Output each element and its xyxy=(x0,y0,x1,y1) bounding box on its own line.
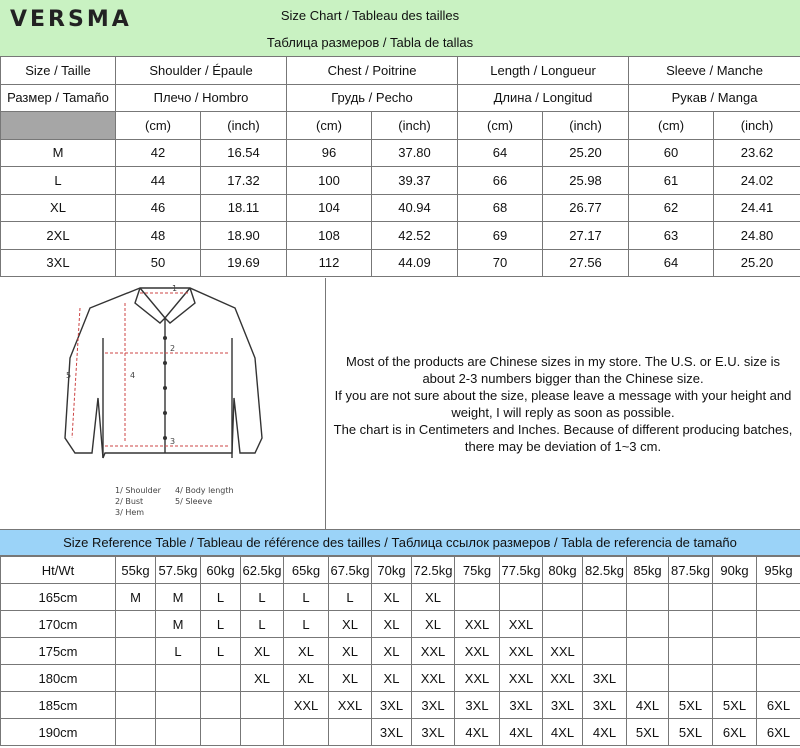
value-cell: 37.80 xyxy=(372,139,458,167)
size-cell xyxy=(284,719,329,746)
size-cell: 4XL xyxy=(583,719,627,746)
size-cell xyxy=(713,584,757,611)
size-cell xyxy=(669,638,713,665)
unit-blank xyxy=(1,112,116,140)
weight-header: 72.5kg xyxy=(412,557,455,584)
diagram-number-4: 4 xyxy=(130,371,136,380)
measure-header: Shoulder / Épaule xyxy=(116,57,287,85)
value-cell: 64 xyxy=(458,139,543,167)
value-cell: 24.80 xyxy=(714,222,800,250)
size-cell: XXL xyxy=(455,638,500,665)
weight-header: 55kg xyxy=(116,557,156,584)
size-cell xyxy=(116,638,156,665)
note-line: If you are not sure about the size, please leave a message with your height and xyxy=(334,387,792,403)
value-cell: 50 xyxy=(116,249,201,277)
size-cell: M xyxy=(156,584,201,611)
value-cell: 25.20 xyxy=(543,139,629,167)
size-cell xyxy=(713,611,757,638)
size-cell xyxy=(669,665,713,692)
size-cell: L xyxy=(201,584,241,611)
unit-cm: (cm) xyxy=(116,112,201,140)
size-chart-table xyxy=(0,56,800,277)
size-cell: L xyxy=(241,611,284,638)
size-cell: 3XL xyxy=(455,692,500,719)
size-cell xyxy=(583,638,627,665)
size-cell: XXL xyxy=(500,665,543,692)
size-cell xyxy=(329,719,372,746)
table-row xyxy=(1,611,800,638)
size-reference-table xyxy=(0,556,800,746)
shirt-diagram xyxy=(0,278,326,529)
size-cell: XL xyxy=(284,665,329,692)
size-cell xyxy=(669,611,713,638)
size-cell: XL xyxy=(372,584,412,611)
note-line: Most of the products are Chinese sizes in my store. The U.S. or E.U. size is xyxy=(346,353,780,369)
table-row xyxy=(1,194,800,222)
table-row xyxy=(1,719,800,746)
height-cell: 190cm xyxy=(1,719,116,746)
size-cell xyxy=(201,719,241,746)
size-cell xyxy=(241,719,284,746)
size-cell: XL xyxy=(372,665,412,692)
value-cell: 64 xyxy=(629,249,714,277)
table-row xyxy=(1,139,800,167)
height-cell: 165cm xyxy=(1,584,116,611)
size-cell xyxy=(713,665,757,692)
weight-header: 87.5kg xyxy=(669,557,713,584)
size-header: Size / Taille xyxy=(1,57,116,85)
size-cell xyxy=(757,611,800,638)
size-cell: 6XL xyxy=(757,719,800,746)
value-cell: 44.09 xyxy=(372,249,458,277)
size-cell: 3XL xyxy=(583,665,627,692)
reference-header-row xyxy=(1,557,800,584)
unit-row xyxy=(1,112,800,140)
title-line-2: Таблица размеров / Tabla de tallas xyxy=(266,35,474,50)
size-header-alt: Размер / Tamaño xyxy=(1,84,116,112)
height-cell: 180cm xyxy=(1,665,116,692)
size-cell xyxy=(116,719,156,746)
size-cell: 3XL xyxy=(372,719,412,746)
size-chart-header-row-2 xyxy=(1,84,800,112)
diagram-number-2: 2 xyxy=(170,344,176,353)
value-cell: 112 xyxy=(287,249,372,277)
size-cell: 5XL xyxy=(713,692,757,719)
size-cell: XXL xyxy=(412,665,455,692)
value-cell: 46 xyxy=(116,194,201,222)
value-cell: 23.62 xyxy=(714,139,800,167)
legend-hem: 3/ Hem xyxy=(115,508,145,517)
value-cell: 70 xyxy=(458,249,543,277)
size-cell xyxy=(669,584,713,611)
weight-header: 60kg xyxy=(201,557,241,584)
unit-inch: (inch) xyxy=(714,112,800,140)
size-cell: L xyxy=(201,611,241,638)
size-cell: 3XL xyxy=(412,719,455,746)
measure-header-alt: Рукав / Manga xyxy=(629,84,800,112)
note-line: weight, I will reply as soon as possible. xyxy=(451,404,675,420)
measure-header-alt: Плечо / Hombro xyxy=(116,84,287,112)
value-cell: 26.77 xyxy=(543,194,629,222)
weight-header: 70kg xyxy=(372,557,412,584)
size-cell: XXL xyxy=(329,692,372,719)
size-cell: XL xyxy=(241,665,284,692)
diagram-number-3: 3 xyxy=(170,437,176,446)
size-cell: M xyxy=(156,611,201,638)
value-cell: 19.69 xyxy=(201,249,287,277)
unit-inch: (inch) xyxy=(201,112,287,140)
legend-bust: 2/ Bust xyxy=(115,497,144,506)
size-chart-header-row xyxy=(1,57,800,85)
value-cell: 44 xyxy=(116,167,201,195)
weight-header: 95kg xyxy=(757,557,800,584)
size-cell: XXL xyxy=(455,611,500,638)
size-cell: 3XL xyxy=(372,692,412,719)
size-cell: XXL xyxy=(543,638,583,665)
note-line: there may be deviation of 1~3 cm. xyxy=(464,438,662,454)
weight-header: 77.5kg xyxy=(500,557,543,584)
weight-header: 85kg xyxy=(627,557,669,584)
value-cell: 68 xyxy=(458,194,543,222)
measure-header: Sleeve / Manche xyxy=(629,57,800,85)
weight-header: 75kg xyxy=(455,557,500,584)
value-cell: 48 xyxy=(116,222,201,250)
size-cell: XL xyxy=(372,638,412,665)
size-cell: 2XL xyxy=(1,222,116,250)
size-cell: XXL xyxy=(500,638,543,665)
height-cell: 170cm xyxy=(1,611,116,638)
value-cell: 24.02 xyxy=(714,167,800,195)
value-cell: 24.41 xyxy=(714,194,800,222)
title-line-1: Size Chart / Tableau des tailles xyxy=(280,8,460,23)
size-cell xyxy=(116,611,156,638)
size-cell: XL xyxy=(1,194,116,222)
size-cell: XL xyxy=(241,638,284,665)
height-cell: 175cm xyxy=(1,638,116,665)
note-line: about 2-3 numbers bigger than the Chinese size. xyxy=(422,370,704,386)
value-cell: 66 xyxy=(458,167,543,195)
size-cell xyxy=(500,584,543,611)
weight-header: 65kg xyxy=(284,557,329,584)
size-cell xyxy=(583,611,627,638)
value-cell: 18.90 xyxy=(201,222,287,250)
size-cell: 5XL xyxy=(669,692,713,719)
height-cell: 185cm xyxy=(1,692,116,719)
size-cell xyxy=(201,665,241,692)
size-cell: XXL xyxy=(500,611,543,638)
size-cell: 5XL xyxy=(627,719,669,746)
shirt-measurement-icon xyxy=(0,278,325,529)
size-cell: XL xyxy=(412,584,455,611)
size-cell xyxy=(116,692,156,719)
size-cell: XXL xyxy=(543,665,583,692)
size-cell xyxy=(583,584,627,611)
value-cell: 100 xyxy=(287,167,372,195)
diagram-number-5: 5 xyxy=(66,371,72,380)
size-cell xyxy=(201,692,241,719)
size-cell: XL xyxy=(329,638,372,665)
table-row xyxy=(1,665,800,692)
unit-inch: (inch) xyxy=(372,112,458,140)
value-cell: 17.32 xyxy=(201,167,287,195)
unit-cm: (cm) xyxy=(287,112,372,140)
measure-header-alt: Длина / Longitud xyxy=(458,84,629,112)
ht-wt-corner: Ht/Wt xyxy=(1,557,116,584)
unit-inch: (inch) xyxy=(543,112,629,140)
measure-header: Chest / Poitrine xyxy=(287,57,458,85)
unit-cm: (cm) xyxy=(629,112,714,140)
size-cell: XXL xyxy=(412,638,455,665)
value-cell: 60 xyxy=(629,139,714,167)
size-cell xyxy=(241,692,284,719)
weight-header: 62.5kg xyxy=(241,557,284,584)
value-cell: 61 xyxy=(629,167,714,195)
value-cell: 69 xyxy=(458,222,543,250)
weight-header: 67.5kg xyxy=(329,557,372,584)
table-row xyxy=(1,222,800,250)
table-row xyxy=(1,638,800,665)
size-cell: 6XL xyxy=(713,719,757,746)
reference-title: Size Reference Table / Tableau de référence des tailles / Таблица ссылок размеров / Tabla de referencia de tamaño xyxy=(0,530,800,556)
note-line: The chart is in Centimeters and Inches. Because of different producing batches, xyxy=(333,421,793,437)
size-cell: L xyxy=(241,584,284,611)
value-cell: 40.94 xyxy=(372,194,458,222)
size-cell xyxy=(627,638,669,665)
size-cell: 3XL xyxy=(543,692,583,719)
size-cell xyxy=(757,665,800,692)
value-cell: 16.54 xyxy=(201,139,287,167)
value-cell: 104 xyxy=(287,194,372,222)
size-cell: 6XL xyxy=(757,692,800,719)
value-cell: 108 xyxy=(287,222,372,250)
size-cell xyxy=(543,611,583,638)
measure-header-alt: Грудь / Pecho xyxy=(287,84,458,112)
header xyxy=(0,0,800,57)
size-cell: XXL xyxy=(284,692,329,719)
legend-sleeve: 5/ Sleeve xyxy=(175,497,213,506)
size-cell xyxy=(627,611,669,638)
brand-logo: VERSMA xyxy=(10,7,132,32)
size-cell xyxy=(455,584,500,611)
value-cell: 27.17 xyxy=(543,222,629,250)
info-section xyxy=(0,278,800,530)
size-cell: L xyxy=(201,638,241,665)
table-row xyxy=(1,584,800,611)
size-cell: L xyxy=(156,638,201,665)
size-cell: L xyxy=(284,584,329,611)
size-cell xyxy=(156,692,201,719)
weight-header: 57.5kg xyxy=(156,557,201,584)
size-cell: 4XL xyxy=(543,719,583,746)
table-row xyxy=(1,692,800,719)
legend-body-length: 4/ Body length xyxy=(175,486,234,495)
size-cell xyxy=(156,719,201,746)
size-cell: XL xyxy=(284,638,329,665)
size-cell: XL xyxy=(329,665,372,692)
weight-header: 90kg xyxy=(713,557,757,584)
size-cell: XL xyxy=(412,611,455,638)
value-cell: 39.37 xyxy=(372,167,458,195)
weight-header: 82.5kg xyxy=(583,557,627,584)
size-cell xyxy=(156,665,201,692)
diagram-number-1: 1 xyxy=(172,284,178,293)
size-cell: L xyxy=(1,167,116,195)
weight-header: 80kg xyxy=(543,557,583,584)
size-cell: 4XL xyxy=(455,719,500,746)
value-cell: 25.20 xyxy=(714,249,800,277)
size-cell: XL xyxy=(372,611,412,638)
size-cell: L xyxy=(329,584,372,611)
size-cell xyxy=(116,665,156,692)
size-cell: M xyxy=(1,139,116,167)
size-cell xyxy=(627,665,669,692)
size-cell: M xyxy=(116,584,156,611)
size-cell xyxy=(627,584,669,611)
size-cell: XL xyxy=(329,611,372,638)
unit-cm: (cm) xyxy=(458,112,543,140)
table-row xyxy=(1,249,800,277)
size-cell xyxy=(757,584,800,611)
size-cell: 3XL xyxy=(412,692,455,719)
value-cell: 62 xyxy=(629,194,714,222)
size-cell: 4XL xyxy=(500,719,543,746)
size-cell: L xyxy=(284,611,329,638)
value-cell: 96 xyxy=(287,139,372,167)
table-row xyxy=(1,167,800,195)
size-cell xyxy=(543,584,583,611)
value-cell: 25.98 xyxy=(543,167,629,195)
size-cell: 3XL xyxy=(500,692,543,719)
legend-shoulder: 1/ Shoulder xyxy=(115,486,161,495)
size-cell xyxy=(713,638,757,665)
measure-header: Length / Longueur xyxy=(458,57,629,85)
size-cell: XXL xyxy=(455,665,500,692)
size-note xyxy=(326,278,800,529)
value-cell: 18.11 xyxy=(201,194,287,222)
value-cell: 27.56 xyxy=(543,249,629,277)
value-cell: 42.52 xyxy=(372,222,458,250)
value-cell: 63 xyxy=(629,222,714,250)
size-cell xyxy=(757,638,800,665)
value-cell: 42 xyxy=(116,139,201,167)
size-cell: 4XL xyxy=(627,692,669,719)
size-cell: 3XL xyxy=(583,692,627,719)
size-cell: 3XL xyxy=(1,249,116,277)
size-cell: 5XL xyxy=(669,719,713,746)
